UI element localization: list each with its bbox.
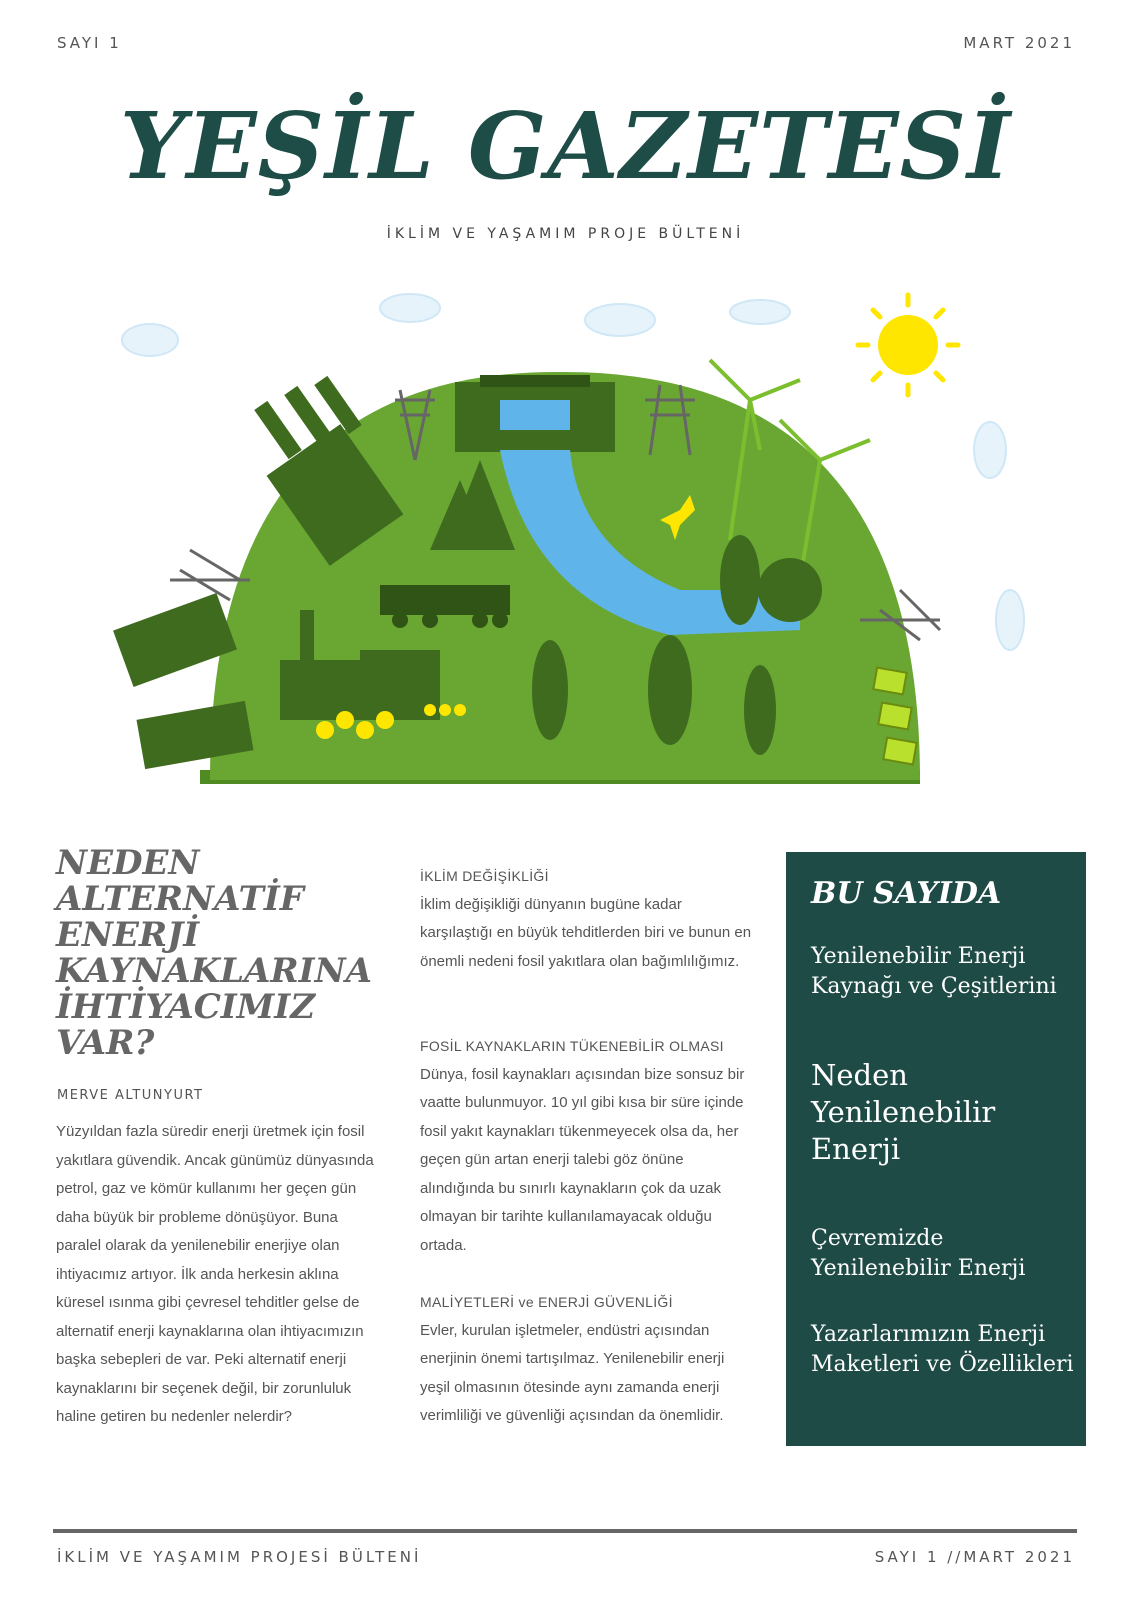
footer-issue: SAYI 1 //MART 2021: [874, 1548, 1075, 1566]
section-text: İklim değişikliği dünyanın bugüne kadar karşılaştığı en büyük tehditlerden biri ve bunun en önemli nedeni fosil yakıtlara olan bağımlılığımız.: [420, 895, 752, 970]
footer-title: İKLİM VE YAŞAMIM PROJESİ BÜLTENİ: [57, 1548, 422, 1566]
section-text: Dünya, fosil kaynakları açısından bize sonsuz bir vaatte bulunmuyor. 10 yıl gibi kısa bir süre içinde fosil yakıt kaynakları tükenmeyecek olsa da, her geçen gün artan enerji talebi göz önüne alındığında bu sınırlı kaynakların çok da uzak olmayan bir tarihte kullanılamayacak olduğu ortada.: [420, 1065, 745, 1254]
article-headline: NEDEN ALTERNATİF ENERJİ KAYNAKLARINA İHTİYACIMIZ VAR?: [56, 843, 373, 1063]
sidebar-item-renewable-around-us[interactable]: Çevremizde Yenilenebilir Enerji: [811, 1226, 1026, 1281]
section-heading: MALİYETLERİ ve ENERJİ GÜVENLİĞİ: [420, 1294, 673, 1310]
masthead-subtitle: İKLİM VE YAŞAMIM PROJE BÜLTENİ: [386, 226, 745, 242]
section-heading: İKLİM DEĞİŞİKLİĞİ: [420, 868, 549, 884]
section-cost-security: [420, 1288, 755, 1431]
article-author: MERVE ALTUNYURT: [57, 1088, 204, 1103]
hydro-dam-icon: [455, 375, 615, 452]
section-fossil-depletion: [420, 1032, 755, 1260]
footer-divider: [53, 1529, 1077, 1533]
sidebar-item-renewable-types[interactable]: Yenilenebilir Enerji Kaynağı ve Çeşitlerini: [811, 944, 1057, 999]
section-heading: FOSİL KAYNAKLARIN TÜKENEBİLİR OLMASI: [420, 1038, 724, 1054]
sidebar-item-author-models[interactable]: Yazarlarımızın Enerji Maketleri ve Özellikleri: [811, 1322, 1074, 1377]
section-text: Evler, kurulan işletmeler, endüstri açısından enerjinin önemi tartışılmaz. Yenilenebilir enerji yeşil olmasının ötesinde aynı zamanda enerji verimliliği ve güvenliği açısından da önemlidir.: [420, 1321, 725, 1424]
sun-icon: [858, 295, 958, 395]
in-this-issue-box: [786, 852, 1086, 1446]
article-intro: Yüzyıldan fazla süredir enerji üretmek için fosil yakıtlara güvendik. Ancak günümüz dünyasında petrol, gaz ve kömür kullanımı her geçen gün daha büyük bir probleme dönüşüyor. Buna paralel olarak da yenilenebilir enerjiye olan ihtiyacımız artıyor. İlk anda herkesin aklına küresel ısınma gibi çevresel tehditler gelse de alternatif enerji kaynaklarına olan ihtiyacımızın başka sebepleri de var. Peki alternatif enerji kaynaklarını bir seçenek değil, bir zorunluluk haline getiren bu nedenler nelerdir?: [56, 1123, 374, 1425]
sidebar-item-why-renewable[interactable]: Neden Yenilenebilir Enerji: [811, 1058, 996, 1166]
green-energy-illustration: [60, 290, 1050, 810]
masthead-title: YEŞİL GAZETESİ: [119, 92, 1012, 200]
issue-date: MART 2021: [963, 34, 1075, 52]
sidebar-title: BU SAYIDA: [811, 876, 1002, 911]
section-climate-change: [420, 862, 755, 976]
issue-number: SAYI 1: [57, 34, 122, 52]
